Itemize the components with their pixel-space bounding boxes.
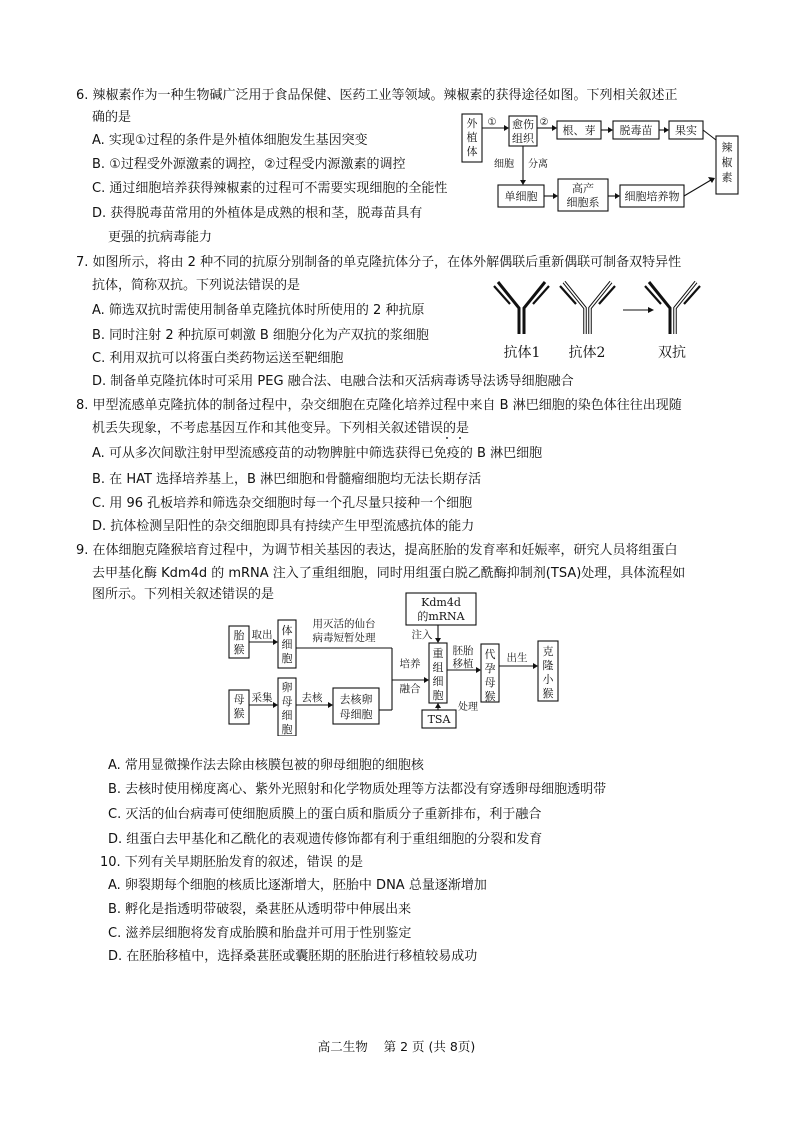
diag6-virus-free: 脱毒苗 bbox=[619, 124, 653, 137]
q10-option-d: D. 在胚胎移植中，选择桑葚胚或囊胚期的胚胎进行移植较易成功 bbox=[108, 949, 478, 964]
diag9-mother-1: 母 bbox=[233, 693, 245, 706]
q8-option-d: D. 抗体检测呈阳性的杂交细胞即具有持续产生甲型流感抗体的能力 bbox=[92, 519, 475, 534]
diag9-fusion: 融合 bbox=[399, 683, 421, 695]
q6-option-b: B. ①过程受外源激素的调控，②过程受内源激素的调控 bbox=[92, 157, 406, 172]
q9-stem-line3: 图所示。下列相关叙述错误的是 bbox=[92, 587, 275, 602]
diag9-culture: 培养 bbox=[399, 658, 421, 670]
diag9-somatic-2: 细 bbox=[281, 638, 293, 651]
diag9-sendai-2: 病毒短暂处理 bbox=[312, 632, 376, 644]
antibody1-label: 抗体1 bbox=[503, 345, 541, 361]
q8-stem-line1: 8. 甲型流感单克隆抗体的制备过程中，杂交细胞在克隆化培养过程中来自 B 淋巴细胞的染色体往往出现随 bbox=[76, 398, 682, 413]
diag6-root-bud: 根、芽 bbox=[562, 124, 596, 137]
diag9-recomb-3: 细 bbox=[432, 675, 444, 688]
diag9-recomb-4: 胞 bbox=[432, 689, 444, 702]
diag9-take-out: 取出 bbox=[251, 629, 273, 641]
emphasis-dot bbox=[459, 437, 461, 439]
q6-option-a: A. 实现①过程的条件是外植体细胞发生基因突变 bbox=[92, 133, 368, 148]
diag6-culture: 细胞培养物 bbox=[624, 190, 680, 203]
diag9-oocyte-2: 母 bbox=[281, 695, 293, 708]
q7-option-d: D. 制备单克隆抗体时可采用 PEG 融合法、电融合法和灭活病毒诱导法诱导细胞融合 bbox=[92, 374, 574, 389]
diag9-oocyte-4: 胞 bbox=[281, 723, 293, 736]
diag9-surrogate-1: 代 bbox=[484, 648, 496, 661]
diag6-step2: ② bbox=[539, 117, 549, 128]
diag9-clone-2: 隆 bbox=[542, 659, 554, 672]
diag9-born: 出生 bbox=[506, 652, 528, 664]
q10-option-c: C. 滋养层细胞将发育成胎膜和胎盘并可用于性别鉴定 bbox=[108, 926, 412, 941]
q10-option-a: A. 卵裂期每个细胞的核质比逐渐增大，胚胎中 DNA 总量逐渐增加 bbox=[108, 878, 487, 893]
diag9-transfer-1: 胚胎 bbox=[452, 645, 474, 657]
diag6-separate-1: 细胞 bbox=[494, 159, 514, 170]
diag9-recomb-2: 组 bbox=[432, 661, 444, 674]
diag6-explant-3: 体 bbox=[466, 145, 478, 158]
diag9-somatic-1: 体 bbox=[281, 624, 293, 637]
diag9-sendai-1: 用灭活的仙台 bbox=[312, 618, 376, 630]
diag6-callus-2: 组织 bbox=[512, 132, 534, 145]
q9-option-c: C. 灭活的仙台病毒可使细胞质膜上的蛋白质和脂质分子重新排布，利于融合 bbox=[108, 807, 542, 822]
q8-option-c: C. 用 96 孔板培养和筛选杂交细胞时每一个孔尽量只接种一个细胞 bbox=[92, 496, 473, 511]
diag9-clone-3: 小 bbox=[542, 673, 554, 686]
bispecific-label: 双抗 bbox=[658, 345, 686, 361]
q6-capsaicin-diagram bbox=[460, 110, 740, 214]
q6-stem-line1: 6. 辣椒素作为一种生物碱广泛用于食品保健、医药工业等领域。辣椒素的获得途径如图。下列相关叙述正 bbox=[76, 88, 678, 103]
diag6-explant-2: 植 bbox=[466, 131, 478, 144]
antibody2-icon bbox=[560, 282, 615, 334]
bispecific-antibody-icon bbox=[645, 282, 700, 334]
q9-cloning-flow-diagram bbox=[226, 590, 562, 736]
diag9-tsa: TSA bbox=[427, 713, 451, 726]
q7-option-c: C. 利用双抗可以将蛋白类药物运送至靶细胞 bbox=[92, 351, 344, 366]
diag9-clone-1: 克 bbox=[542, 645, 554, 658]
diag6-single-cell: 单细胞 bbox=[504, 190, 538, 203]
diag6-explant-1: 外 bbox=[466, 117, 478, 130]
q9-option-a: A. 常用显微操作法去除由核膜包被的卵母细胞的细胞核 bbox=[108, 758, 424, 773]
diag6-high-yield-1: 高产 bbox=[572, 182, 594, 195]
q8-option-b: B. 在 HAT 选择培养基上，B 淋巴细胞和骨髓瘤细胞均无法长期存活 bbox=[92, 472, 482, 487]
q6-stem-line2: 确的是 bbox=[92, 110, 132, 125]
diag9-transfer-2: 移植 bbox=[452, 658, 474, 670]
diag9-kdm-1: Kdm4d bbox=[421, 596, 461, 609]
diag6-capsaicin-2: 椒 bbox=[721, 156, 733, 169]
q9-option-d: D. 组蛋白去甲基化和乙酰化的表观遗传修饰都有利于重组细胞的分裂和发育 bbox=[108, 832, 543, 847]
q7-antibody-diagram bbox=[490, 276, 720, 366]
diag9-collect: 采集 bbox=[251, 692, 273, 704]
diag9-oocyte-3: 细 bbox=[281, 709, 293, 722]
diag9-enuc-oocyte-2: 母细胞 bbox=[339, 708, 373, 721]
diag6-separate-2: 分离 bbox=[528, 159, 548, 170]
diag9-mother-2: 猴 bbox=[233, 707, 245, 720]
q10-stem: 10. 下列有关早期胚胎发育的叙述，错误 的是 bbox=[100, 855, 363, 870]
diag9-clone-4: 猴 bbox=[542, 687, 554, 700]
diag6-capsaicin-3: 素 bbox=[721, 171, 733, 184]
diag9-somatic-3: 胞 bbox=[281, 652, 293, 665]
q8-stem-line2: 机丢失现象，不考虑基因互作和其他变异。下列相关叙述错误的是 bbox=[92, 421, 470, 436]
diag9-surrogate-4: 猴 bbox=[484, 690, 496, 703]
diag9-enuc-oocyte-1: 去核卵 bbox=[339, 693, 373, 706]
diag9-enucleate: 去核 bbox=[301, 692, 323, 704]
q6-option-d-line1: D. 获得脱毒苗常用的外植体是成熟的根和茎，脱毒苗具有 bbox=[92, 206, 423, 221]
q6-option-d-line2: 更强的抗病毒能力 bbox=[108, 230, 213, 245]
emphasis-dot bbox=[446, 437, 448, 439]
diag6-capsaicin-1: 辣 bbox=[721, 141, 733, 154]
diag9-inject: 注入 bbox=[411, 629, 433, 641]
q7-stem-line2: 抗体，简称双抗。下列说法错误的是 bbox=[92, 278, 301, 293]
antibody1-icon bbox=[494, 282, 549, 334]
q6-option-c: C. 通过细胞培养获得辣椒素的过程可不需要实现细胞的全能性 bbox=[92, 181, 448, 196]
q7-option-a: A. 筛选双抗时需使用制备单克隆抗体时所使用的 2 种抗原 bbox=[92, 303, 425, 318]
q8-option-a: A. 可从多次间歇注射甲型流感疫苗的动物脾脏中筛选获得已免疫的 B 淋巴细胞 bbox=[92, 446, 543, 461]
diag6-high-yield-2: 细胞系 bbox=[566, 196, 600, 209]
q9-stem-line1: 9. 在体细胞克隆猴培育过程中，为调节相关基因的表达，提高胚胎的发育率和妊娠率，研究人员将组蛋白 bbox=[76, 543, 678, 558]
diag6-callus-1: 愈伤 bbox=[512, 118, 534, 131]
diag9-recomb-1: 重 bbox=[432, 647, 444, 660]
q10-option-b: B. 孵化是指透明带破裂，桑葚胚从透明带中伸展出来 bbox=[108, 902, 412, 917]
diag6-fruit: 果实 bbox=[675, 124, 697, 137]
page-footer: 高二生物 第 2 页 (共 8页) bbox=[317, 1039, 476, 1054]
diag9-surrogate-3: 母 bbox=[484, 676, 496, 689]
diag9-kdm-2: 的mRNA bbox=[417, 610, 465, 623]
q9-option-b: B. 去核时使用梯度离心、紫外光照射和化学物质处理等方法都没有穿透卵母细胞透明带 bbox=[108, 782, 607, 797]
diag9-fetal-1: 胎 bbox=[233, 629, 245, 642]
diag6-step1: ① bbox=[487, 117, 497, 128]
diag9-surrogate-2: 孕 bbox=[484, 662, 496, 675]
diag9-fetal-2: 猴 bbox=[233, 643, 245, 656]
diag9-treat: 处理 bbox=[458, 702, 478, 713]
q9-stem-line2: 去甲基化酶 Kdm4d 的 mRNA 注入了重组细胞，同时用组蛋白脱乙酰酶抑制剂(TSA)处理，具体流程如 bbox=[92, 566, 686, 581]
q7-option-b: B. 同时注射 2 种抗原可刺激 B 细胞分化为产双抗的浆细胞 bbox=[92, 328, 429, 343]
antibody2-label: 抗体2 bbox=[568, 345, 606, 361]
diag9-oocyte-1: 卵 bbox=[281, 681, 293, 694]
q7-stem-line1: 7. 如图所示，将由 2 种不同的抗原分别制备的单克隆抗体分子，在体外解偶联后重新偶联可制备双特异性 bbox=[76, 255, 682, 270]
